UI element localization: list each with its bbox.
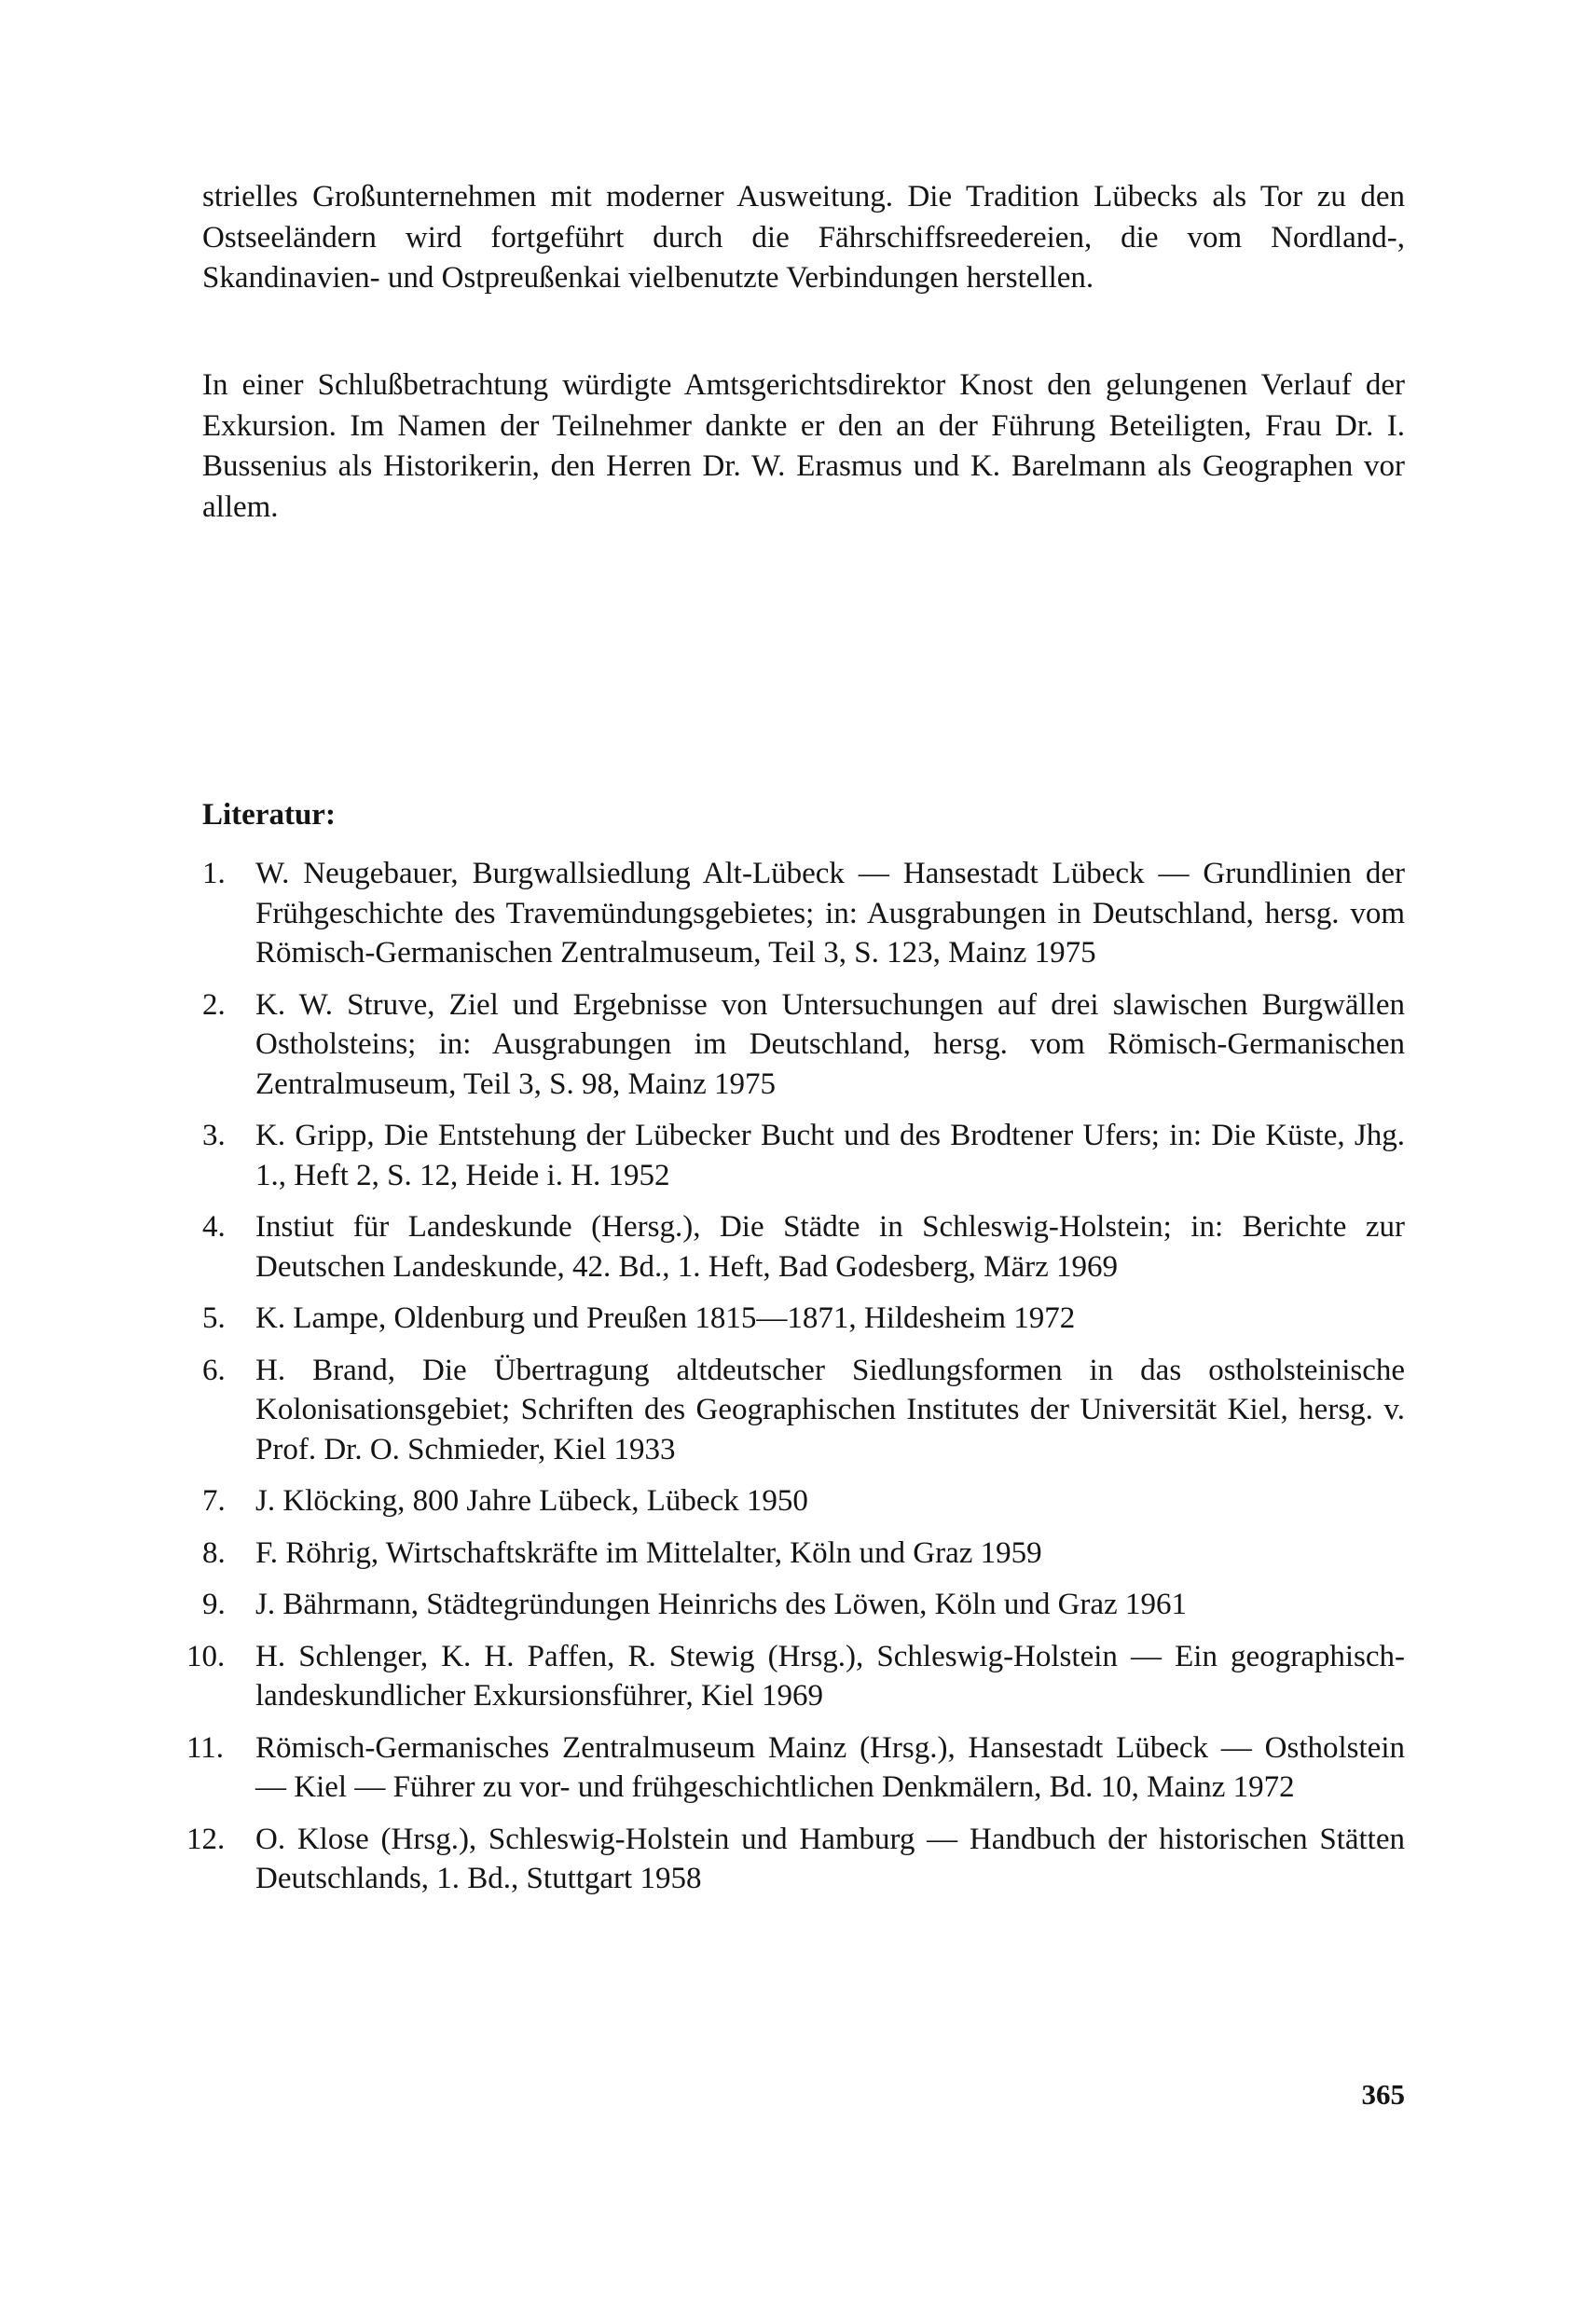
reference-number: 2.	[202, 987, 226, 1022]
reference-item	[186, 1728, 1405, 1808]
reference-item	[186, 1637, 1405, 1716]
reference-item	[202, 1351, 1405, 1470]
reference-text: Instiut für Landeskunde (Hersg.), Die Städte in Schleswig-Holstein; in: Berichte zur Deutschen Landeskunde, 42. Bd., 1. Heft, Bad Godesberg, März 1969	[255, 1210, 1405, 1284]
reference-item	[202, 1116, 1405, 1195]
reference-number: 1.	[202, 857, 226, 890]
literature-heading: Literatur:	[202, 798, 336, 832]
reference-item	[202, 985, 1405, 1105]
reference-number: 10.	[186, 1639, 226, 1673]
reference-item	[202, 1534, 1405, 1574]
reference-list	[186, 854, 1405, 1911]
reference-text: O. Klose (Hrsg.), Schleswig-Holstein und Hamburg — Handbuch der historischen Stätten Deutschlands, 1. Bd., Stuttgart 1958	[255, 1822, 1405, 1895]
reference-text: J. Bährmann, Städtegründungen Heinrichs des Löwen, Köln und Graz 1961	[255, 1588, 1187, 1621]
reference-text: K. Lampe, Oldenburg und Preußen 1815—1871, Hildesheim 1972	[255, 1301, 1076, 1335]
reference-text: H. Brand, Die Übertragung altdeutscher Siedlungsformen in das ostholsteinische Kolonisationsgebiet; Schriften des Geographischen Institutes der Universität Kiel, hersg. v. Prof. Dr. O. Schmieder, Kiel 1933	[255, 1353, 1405, 1466]
reference-number: 5.	[202, 1301, 226, 1335]
reference-number: 11.	[186, 1730, 225, 1765]
reference-item	[202, 1299, 1405, 1339]
reference-text: H. Schlenger, K. H. Paffen, R. Stewig (Hrsg.), Schleswig-Holstein — Ein geographisch-landeskundlicher Exkursionsführer, Kiel 1969	[255, 1639, 1405, 1713]
reference-item	[202, 1585, 1405, 1625]
reference-item	[202, 854, 1405, 973]
reference-text: K. W. Struve, Ziel und Ergebnisse von Untersuchungen auf drei slawischen Burgwällen Ostholsteins; in: Ausgrabungen im Deutschland, hersg. vom Römisch-Germanischen Zentralmuseum, Teil 3, S. 98, Mainz 1975	[255, 987, 1405, 1101]
reference-number: 4.	[202, 1210, 226, 1244]
reference-item	[186, 1820, 1405, 1899]
reference-number: 8.	[202, 1535, 226, 1570]
reference-item	[202, 1207, 1405, 1287]
reference-item	[202, 1481, 1405, 1521]
reference-text: F. Röhrig, Wirtschaftskräfte im Mittelalter, Köln und Graz 1959	[255, 1535, 1042, 1570]
reference-text: J. Klöcking, 800 Jahre Lübeck, Lübeck 1950	[255, 1484, 808, 1518]
reference-number: 6.	[202, 1353, 226, 1387]
reference-number: 7.	[202, 1484, 226, 1518]
reference-number: 12.	[186, 1822, 226, 1856]
reference-text: Römisch-Germanisches Zentralmuseum Mainz (Hrsg.), Hansestadt Lübeck — Ostholstein — Kiel — Führer zu vor- und frühgeschichtlichen Denkmälern, Bd. 10, Mainz 1972	[255, 1730, 1405, 1804]
reference-text: W. Neugebauer, Burgwallsiedlung Alt-Lübeck — Hansestadt Lübeck — Grundlinien der Frühgeschichte des Travemündungsgebietes; in: Ausgrabungen in Deutschland, hersg. vom Römisch-Germanischen Zentralmuseum, Teil 3, S. 123, Mainz 1975	[255, 857, 1405, 970]
body-paragraph-2: In einer Schlußbetrachtung würdigte Amtsgerichtsdirektor Knost den gelungenen Verlauf der Exkursion. Im Namen der Teilnehmer dankte er den an der Führung Beteiligten, Frau Dr. I. Bussenius als Historikerin, den Herren Dr. W. Erasmus und K. Barelmann als Geographen vor allem.	[202, 368, 1405, 524]
reference-text: K. Gripp, Die Entstehung der Lübecker Bucht und des Brodtener Ufers; in: Die Küste, Jhg. 1., Heft 2, S. 12, Heide i. H. 1952	[255, 1119, 1405, 1192]
reference-number: 9.	[202, 1588, 226, 1621]
body-paragraph-1: strielles Großunternehmen mit moderner Ausweitung. Die Tradition Lübecks als Tor zu den Ostseeländern wird fortgeführt durch die Fährschiffsreedereien, die vom Nordland-, Skandinavien- und Ostpreußenkai vielbenutzte Verbindungen herstellen.	[202, 180, 1405, 295]
reference-number: 3.	[202, 1119, 226, 1152]
page-number: 365	[1361, 2078, 1405, 2111]
